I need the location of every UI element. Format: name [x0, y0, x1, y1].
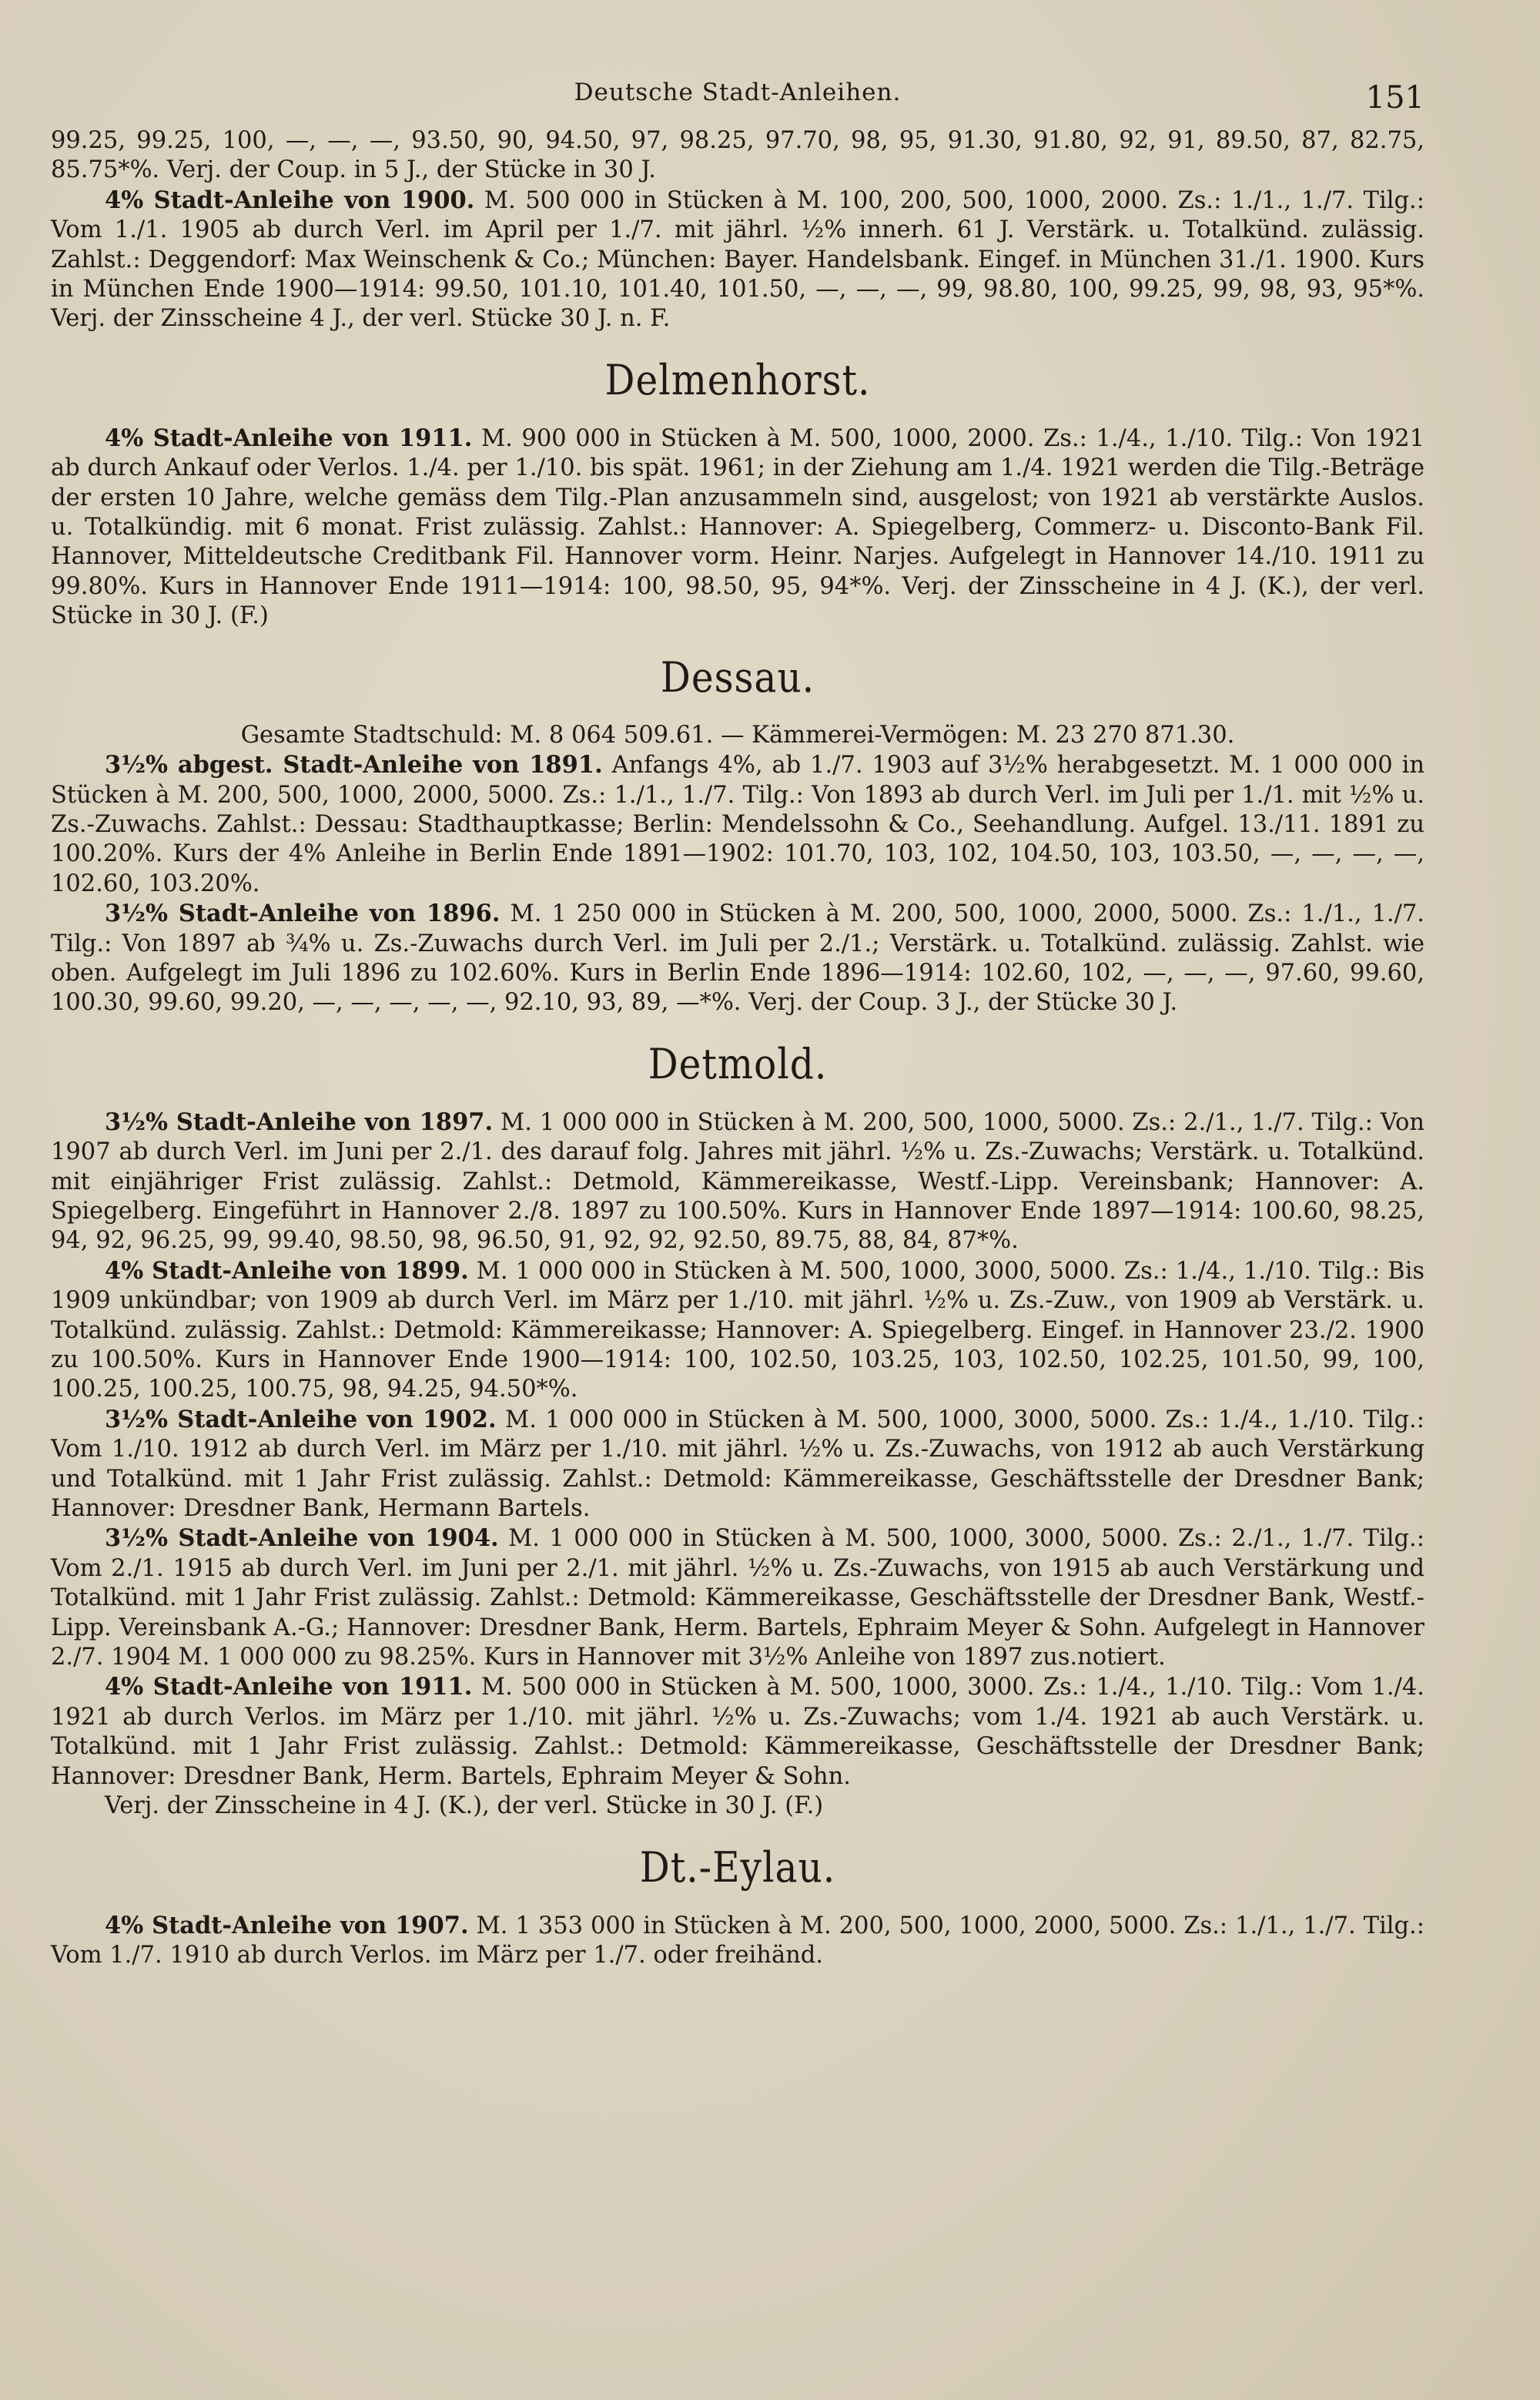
issue-heading: 4% Stadt-Anleihe von 1911. [105, 424, 473, 452]
paragraph [51, 1792, 1424, 1821]
city-heading: Delmenhorst. [604, 355, 871, 404]
paragraph-text: M. 900 000 in Stücken à M. 500, 1000, 2000. Zs.: 1./4., 1./10. Tilg.: Von 1921 ab durch Ankauf oder Verlos. 1./4. per 1./10. bis spät. 1961; in der Ziehung am 1./4. 1921 werden die Tilg.-Beträge der ersten 10 Jahre, welche gemäss dem Tilg.-Plan anzusammeln sind, ausgelost; von 1921 ab verstärkte Auslos. u. Totalkündig. mit 6 monat. Frist zulässig. Zahlst.: Hannover: A. Spiegelberg, Commerz- u. Disconto-Bank Fil. Hannover, Mitteldeutsche Creditbank Fil. Hannover vorm. Heinr. Narjes. Aufgelegt in Hannover 14./10. 1911 zu 99.80%. Kurs in Hannover Ende 1911—1914: 100, 98.50, 95, 94*%. Verj. der Zinsscheine in 4 J. (K.), der verl. Stücke in 30 J. (F.) [51, 424, 1424, 630]
issue-heading: 4% Stadt-Anleihe von 1900. [105, 186, 475, 214]
paragraph [51, 1108, 1424, 1256]
issue-heading: 3½% Stadt-Anleihe von 1902. [105, 1405, 497, 1433]
page-header [51, 69, 1424, 126]
paragraph [51, 1911, 1424, 1971]
city-heading: Dessau. [660, 652, 815, 702]
paragraph-text: M. 500 000 in Stücken à M. 500, 1000, 3000. Zs.: 1./4., 1./10. Tilg.: Vom 1./4. 1921 ab durch Verlos. im März per 1./10. mit jährl. ½% u. Zs.-Zuwachs; vom 1./4. 1921 ab auch Verstärk. u. Totalkünd. mit 1 Jahr Frist zulässig. Zahlst.: Detmold: Kämmereikasse, Geschäftsstelle der Dresdner Bank; Hannover: Dresdner Bank, Herm. Bartels, Ephraim Meyer & Sohn. [51, 1674, 1424, 1790]
issue-heading: 3½% Stadt-Anleihe von 1897. [105, 1108, 494, 1136]
paragraph-text: M. 1 000 000 in Stücken à M. 500, 1000, 3000, 5000. Zs.: 1./4., 1./10. Tilg.: Vom 1./10. 1912 ab durch Verl. im März per 1./10. mit jährl. ½% u. Zs.-Zuwachs, von 1912 ab auch Verstärkung und Totalkünd. mit 1 Jahr Frist zulässig. Zahlst.: Detmold: Kämmereikasse, Geschäftsstelle der Dresdner Bank; Hannover: Dresdner Bank, Hermann Bartels. [51, 1406, 1424, 1523]
city-heading: Detmold. [648, 1039, 828, 1088]
paragraph [51, 126, 1424, 186]
paragraph-text: Verj. der Zinsscheine in 4 J. (K.), der verl. Stücke in 30 J. (F.) [105, 1792, 824, 1820]
paragraph-text: 99.25, 99.25, 100, —, —, —, 93.50, 90, 94.50, 97, 98.25, 97.70, 98, 95, 91.30, 91.80, 92, 91, 89.50, 87, 82.75, 85.75*%. Verj. der Coup. in 5 J., der Stücke in 30 J. [51, 127, 1424, 184]
issue-heading: 4% Stadt-Anleihe von 1907. [105, 1911, 469, 1939]
paragraph [51, 186, 1424, 334]
city-debt-summary: Gesamte Stadtschuld: M. 8 064 509.61. — Kämmerei-Vermögen: M. 23 270 871.30. [240, 721, 1235, 749]
paragraph-text: M. 1 000 000 in Stücken à M. 500, 1000, 3000, 5000. Zs.: 2./1., 1./7. Tilg.: Vom 2./1. 1915 ab durch Verl. im Juni per 2./1. mit jährl. ½% u. Zs.-Zuwachs, von 1915 ab auch Verstärkung und Totalkünd. mit 1 Jahr Frist zulässig. Zahlst.: Detmold: Kämmereikasse, Geschäftsstelle der Dresdner Bank, Westf.-Lipp. Vereinsbank A.-G.; Hannover: Dresdner Bank, Herm. Bartels, Ephraim Meyer & Sohn. Aufgelegt in Hannover 2./7. 1904 M. 1 000 000 zu 98.25%. Kurs in Hannover mit 3½% Anleihe von 1897 zus.notiert. [51, 1525, 1424, 1671]
paragraph-text: M. 500 000 in Stücken à M. 100, 200, 500, 1000, 2000. Zs.: 1./1., 1./7. Tilg.: Vom 1./1. 1905 ab durch Verl. im April per 1./7. mit jährl. ½% innerh. 61 J. Verstärk. u. Totalkünd. zulässig. Zahlst.: Deggendorf: Max Weinschenk & Co.; München: Bayer. Handelsbank. Eingef. in München 31./1. 1900. Kurs in München Ende 1900—1914: 99.50, 101.10, 101.40, 101.50, —, —, —, 99, 98.80, 100, 99.25, 99, 98, 93, 95*%. Verj. der Zinsscheine 4 J., der verl. Stücke 30 J. n. F. [51, 186, 1424, 333]
issue-heading: 3½% Stadt-Anleihe von 1896. [105, 900, 500, 928]
page-number: 151 [1365, 80, 1424, 116]
issue-heading: 3½% Stadt-Anleihe von 1904. [105, 1524, 499, 1553]
paragraph-text: M. 1 250 000 in Stücken à M. 200, 500, 1000, 2000, 5000. Zs.: 1./1., 1./7. Tilg.: Von 1897 ab ¾% u. Zs.-Zuwachs durch Verl. im Juli per 2./1.; Verstärk. u. Totalkünd. zulässig. Zahlst. wie oben. Aufgelegt im Juli 1896 zu 102.60%. Kurs in Berlin Ende 1896—1914: 102.60, 102, —, —, —, 97.60, 99.60, 100.30, 99.60, 99.20, —, —, —, —, —, 92.10, 93, 89, —*%. Verj. der Coup. 3 J., der Stücke 30 J. [51, 900, 1424, 1017]
paragraph-text: Anfangs 4%, ab 1./7. 1903 auf 3½% herabgesetzt. M. 1 000 000 in Stücken à M. 200, 500, 1000, 2000, 5000. Zs.: 1./1., 1./7. Tilg.: Von 1893 ab durch Verl. im Juli per 1./1. mit ½% u. Zs.-Zuwachs. Zahlst.: Dessau: Stadthauptkasse; Berlin: Mendelssohn & Co., Seehandlung. Aufgel. 13./11. 1891 zu 100.20%. Kurs der 4% Anleihe in Berlin Ende 1891—1902: 101.70, 103, 102, 104.50, 103, 103.50, —, —, —, —, 102.60, 103.20%. [51, 752, 1424, 897]
city-heading: Dt.-Eylau. [639, 1842, 836, 1892]
issue-heading: 3½% abgest. Stadt-Anleihe von 1891. [105, 751, 603, 779]
paragraph-text: M. 1 000 000 in Stücken à M. 200, 500, 1000, 5000. Zs.: 2./1., 1./7. Tilg.: Von 1907 ab durch Verl. im Juni per 2./1. des darauf folg. Jahres mit jährl. ½% u. Zs.-Zuwachs; Verstärk. u. Totalkünd. mit einjähriger Frist zulässig. Zahlst.: Detmold, Kämmereikasse, Westf.-Lipp. Vereinsbank; Hannover: A. Spiegelberg. Eingeführt in Hannover 2./8. 1897 zu 100.50%. Kurs in Hannover Ende 1897—1914: 100.60, 98.25, 94, 92, 96.25, 99, 99.40, 98.50, 98, 96.50, 91, 92, 92, 92.50, 89.75, 88, 84, 87*%. [51, 1108, 1424, 1255]
paragraph [51, 1672, 1424, 1792]
paragraph-text: M. 1 353 000 in Stücken à M. 200, 500, 1000, 2000, 5000. Zs.: 1./1., 1./7. Tilg.: Vom 1./7. 1910 ab durch Verlos. im März per 1./7. oder freihänd. [51, 1912, 1424, 1969]
paragraph [51, 1405, 1424, 1524]
issue-heading: 4% Stadt-Anleihe von 1899. [105, 1256, 469, 1285]
paragraph [51, 750, 1424, 899]
paragraph [51, 1523, 1424, 1672]
paragraph [51, 1256, 1424, 1405]
paragraph [51, 899, 1424, 1018]
paragraph [51, 424, 1424, 632]
paragraph-text: M. 1 000 000 in Stücken à M. 500, 1000, 3000, 5000. Zs.: 1./4., 1./10. Tilg.: Bis 1909 unkündbar; von 1909 ab durch Verl. im März per 1./10. mit jährl. ½% u. Zs.-Zuw., von 1909 ab Verstärk. u. Totalkünd. zulässig. Zahlst.: Detmold: Kämmereikasse; Hannover: A. Spiegelberg. Eingef. in Hannover 23./2. 1900 zu 100.50%. Kurs in Hannover Ende 1900—1914: 100, 102.50, 103.25, 103, 102.50, 102.25, 101.50, 99, 100, 100.25, 100.25, 100.75, 98, 94.25, 94.50*%. [51, 1257, 1424, 1403]
issue-heading: 4% Stadt-Anleihe von 1911. [105, 1673, 473, 1701]
running-title: Deutsche Stadt-Anleihen. [574, 79, 902, 106]
